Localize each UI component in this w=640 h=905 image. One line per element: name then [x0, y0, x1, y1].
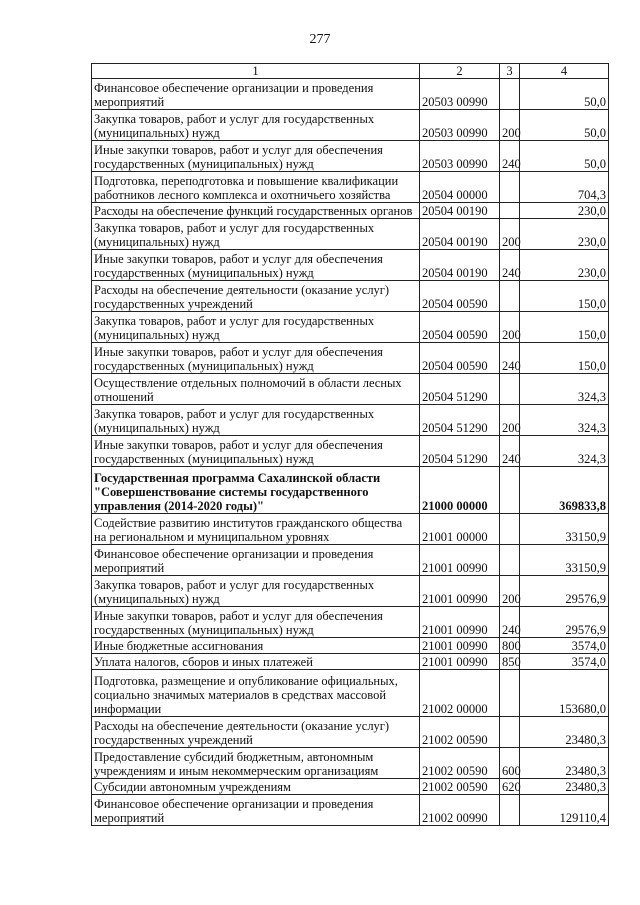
row-name: Расходы на обеспечение деятельности (оказание услуг) государственных учреждений [92, 281, 420, 312]
row-code: 21002 00990 [420, 795, 500, 826]
table-row [92, 436, 609, 467]
row-expense-type [500, 374, 520, 405]
row-sum: 324,3 [520, 405, 609, 436]
row-expense-type: 240 [500, 250, 520, 281]
table-body [92, 79, 609, 826]
row-sum: 50,0 [520, 110, 609, 141]
row-code: 21001 00990 [420, 607, 500, 638]
table-row [92, 514, 609, 545]
row-sum: 23480,3 [520, 717, 609, 748]
row-name: Закупка товаров, работ и услуг для государственных (муниципальных) нужд [92, 110, 420, 141]
row-name: Иные закупки товаров, работ и услуг для обеспечения государственных (муниципальных) нужд [92, 436, 420, 467]
row-code: 20503 00990 [420, 110, 500, 141]
row-expense-type: 240 [500, 343, 520, 374]
row-code: 21001 00990 [420, 576, 500, 607]
row-expense-type [500, 670, 520, 717]
row-name: Иные закупки товаров, работ и услуг для обеспечения государственных (муниципальных) нужд [92, 141, 420, 172]
column-header-code: 2 [420, 64, 500, 79]
row-name: Финансовое обеспечение организации и проведения мероприятий [92, 545, 420, 576]
row-sum: 23480,3 [520, 779, 609, 795]
row-sum: 369833,8 [520, 467, 609, 514]
row-code: 20504 00190 [420, 250, 500, 281]
row-sum: 33150,9 [520, 514, 609, 545]
row-expense-type: 620 [500, 779, 520, 795]
table-row [92, 250, 609, 281]
row-sum: 50,0 [520, 141, 609, 172]
row-expense-type [500, 795, 520, 826]
row-expense-type [500, 172, 520, 203]
row-expense-type: 200 [500, 110, 520, 141]
table-row [92, 281, 609, 312]
row-expense-type [500, 467, 520, 514]
row-name: Финансовое обеспечение организации и проведения мероприятий [92, 79, 420, 110]
row-name: Финансовое обеспечение организации и проведения мероприятий [92, 795, 420, 826]
row-code: 21001 00000 [420, 514, 500, 545]
row-name: Содействие развитию институтов гражданского общества на региональном и муниципальном уровнях [92, 514, 420, 545]
row-code: 20504 00590 [420, 312, 500, 343]
row-name: Закупка товаров, работ и услуг для государственных (муниципальных) нужд [92, 312, 420, 343]
row-code: 20504 00590 [420, 343, 500, 374]
row-code: 20503 00990 [420, 79, 500, 110]
row-name: Расходы на обеспечение функций государственных органов [92, 203, 420, 219]
row-expense-type [500, 79, 520, 110]
table-row [92, 405, 609, 436]
row-sum: 29576,9 [520, 607, 609, 638]
table-row [92, 172, 609, 203]
row-code: 21001 00990 [420, 545, 500, 576]
row-sum: 230,0 [520, 250, 609, 281]
table-row [92, 79, 609, 110]
table-row [92, 545, 609, 576]
row-code: 21002 00000 [420, 670, 500, 717]
row-name: Предоставление субсидий бюджетным, автономным учреждениям и иным некоммерческим организациям [92, 748, 420, 779]
row-expense-type [500, 281, 520, 312]
table-row [92, 654, 609, 670]
row-code: 21000 00000 [420, 467, 500, 514]
row-sum: 150,0 [520, 281, 609, 312]
row-expense-type: 600 [500, 748, 520, 779]
row-expense-type [500, 203, 520, 219]
page-number: 277 [309, 32, 331, 47]
table-row [92, 219, 609, 250]
row-code: 20504 00190 [420, 219, 500, 250]
row-name: Иные закупки товаров, работ и услуг для обеспечения государственных (муниципальных) нужд [92, 607, 420, 638]
table-row [92, 203, 609, 219]
row-name: Субсидии автономным учреждениям [92, 779, 420, 795]
table-row [92, 343, 609, 374]
row-name: Государственная программа Сахалинской области "Совершенствование системы государственного управления (2014-2020 годы)" [92, 467, 420, 514]
row-code: 20504 00590 [420, 281, 500, 312]
table-row [92, 779, 609, 795]
table-row [92, 467, 609, 514]
budget-table [91, 63, 609, 826]
table-row [92, 717, 609, 748]
row-expense-type [500, 514, 520, 545]
row-code: 20503 00990 [420, 141, 500, 172]
row-name: Иные закупки товаров, работ и услуг для обеспечения государственных (муниципальных) нужд [92, 250, 420, 281]
row-sum: 150,0 [520, 343, 609, 374]
table-row [92, 638, 609, 654]
row-expense-type: 240 [500, 141, 520, 172]
table-row [92, 110, 609, 141]
table-row [92, 748, 609, 779]
row-name: Иные бюджетные ассигнования [92, 638, 420, 654]
row-sum: 3574,0 [520, 638, 609, 654]
row-code: 21002 00590 [420, 779, 500, 795]
row-sum: 324,3 [520, 374, 609, 405]
row-expense-type: 240 [500, 607, 520, 638]
row-expense-type: 240 [500, 436, 520, 467]
row-sum: 324,3 [520, 436, 609, 467]
row-sum: 153680,0 [520, 670, 609, 717]
column-header-sum: 4 [520, 64, 609, 79]
table-row [92, 607, 609, 638]
row-sum: 230,0 [520, 219, 609, 250]
column-header-expense-type: 3 [500, 64, 520, 79]
row-code: 20504 51290 [420, 436, 500, 467]
row-code: 20504 00190 [420, 203, 500, 219]
table-row [92, 795, 609, 826]
table-row [92, 374, 609, 405]
row-name: Уплата налогов, сборов и иных платежей [92, 654, 420, 670]
row-code: 20504 51290 [420, 405, 500, 436]
row-expense-type [500, 717, 520, 748]
row-name: Подготовка, переподготовка и повышение квалификации работников лесного комплекса и охотничьего хозяйства [92, 172, 420, 203]
row-expense-type: 200 [500, 576, 520, 607]
row-expense-type [500, 545, 520, 576]
row-expense-type: 200 [500, 312, 520, 343]
row-sum: 50,0 [520, 79, 609, 110]
row-name: Расходы на обеспечение деятельности (оказание услуг) государственных учреждений [92, 717, 420, 748]
row-sum: 3574,0 [520, 654, 609, 670]
row-name: Подготовка, размещение и опубликование официальных, социально значимых материалов в средствах массовой информации [92, 670, 420, 717]
table-row [92, 141, 609, 172]
row-expense-type: 200 [500, 219, 520, 250]
row-name: Закупка товаров, работ и услуг для государственных (муниципальных) нужд [92, 219, 420, 250]
row-name: Осуществление отдельных полномочий в области лесных отношений [92, 374, 420, 405]
row-name: Иные закупки товаров, работ и услуг для обеспечения государственных (муниципальных) нужд [92, 343, 420, 374]
row-sum: 23480,3 [520, 748, 609, 779]
row-expense-type: 850 [500, 654, 520, 670]
column-header-row [92, 64, 609, 79]
row-code: 20504 00000 [420, 172, 500, 203]
column-header-name: 1 [92, 64, 420, 79]
table-row [92, 312, 609, 343]
row-sum: 29576,9 [520, 576, 609, 607]
row-expense-type: 800 [500, 638, 520, 654]
row-expense-type: 200 [500, 405, 520, 436]
row-code: 21002 00590 [420, 748, 500, 779]
row-code: 21002 00590 [420, 717, 500, 748]
row-name: Закупка товаров, работ и услуг для государственных (муниципальных) нужд [92, 405, 420, 436]
table-row [92, 576, 609, 607]
row-code: 21001 00990 [420, 638, 500, 654]
row-sum: 129110,4 [520, 795, 609, 826]
row-sum: 150,0 [520, 312, 609, 343]
row-name: Закупка товаров, работ и услуг для государственных (муниципальных) нужд [92, 576, 420, 607]
row-sum: 704,3 [520, 172, 609, 203]
row-code: 20504 51290 [420, 374, 500, 405]
row-sum: 33150,9 [520, 545, 609, 576]
table-row [92, 670, 609, 717]
row-code: 21001 00990 [420, 654, 500, 670]
row-sum: 230,0 [520, 203, 609, 219]
